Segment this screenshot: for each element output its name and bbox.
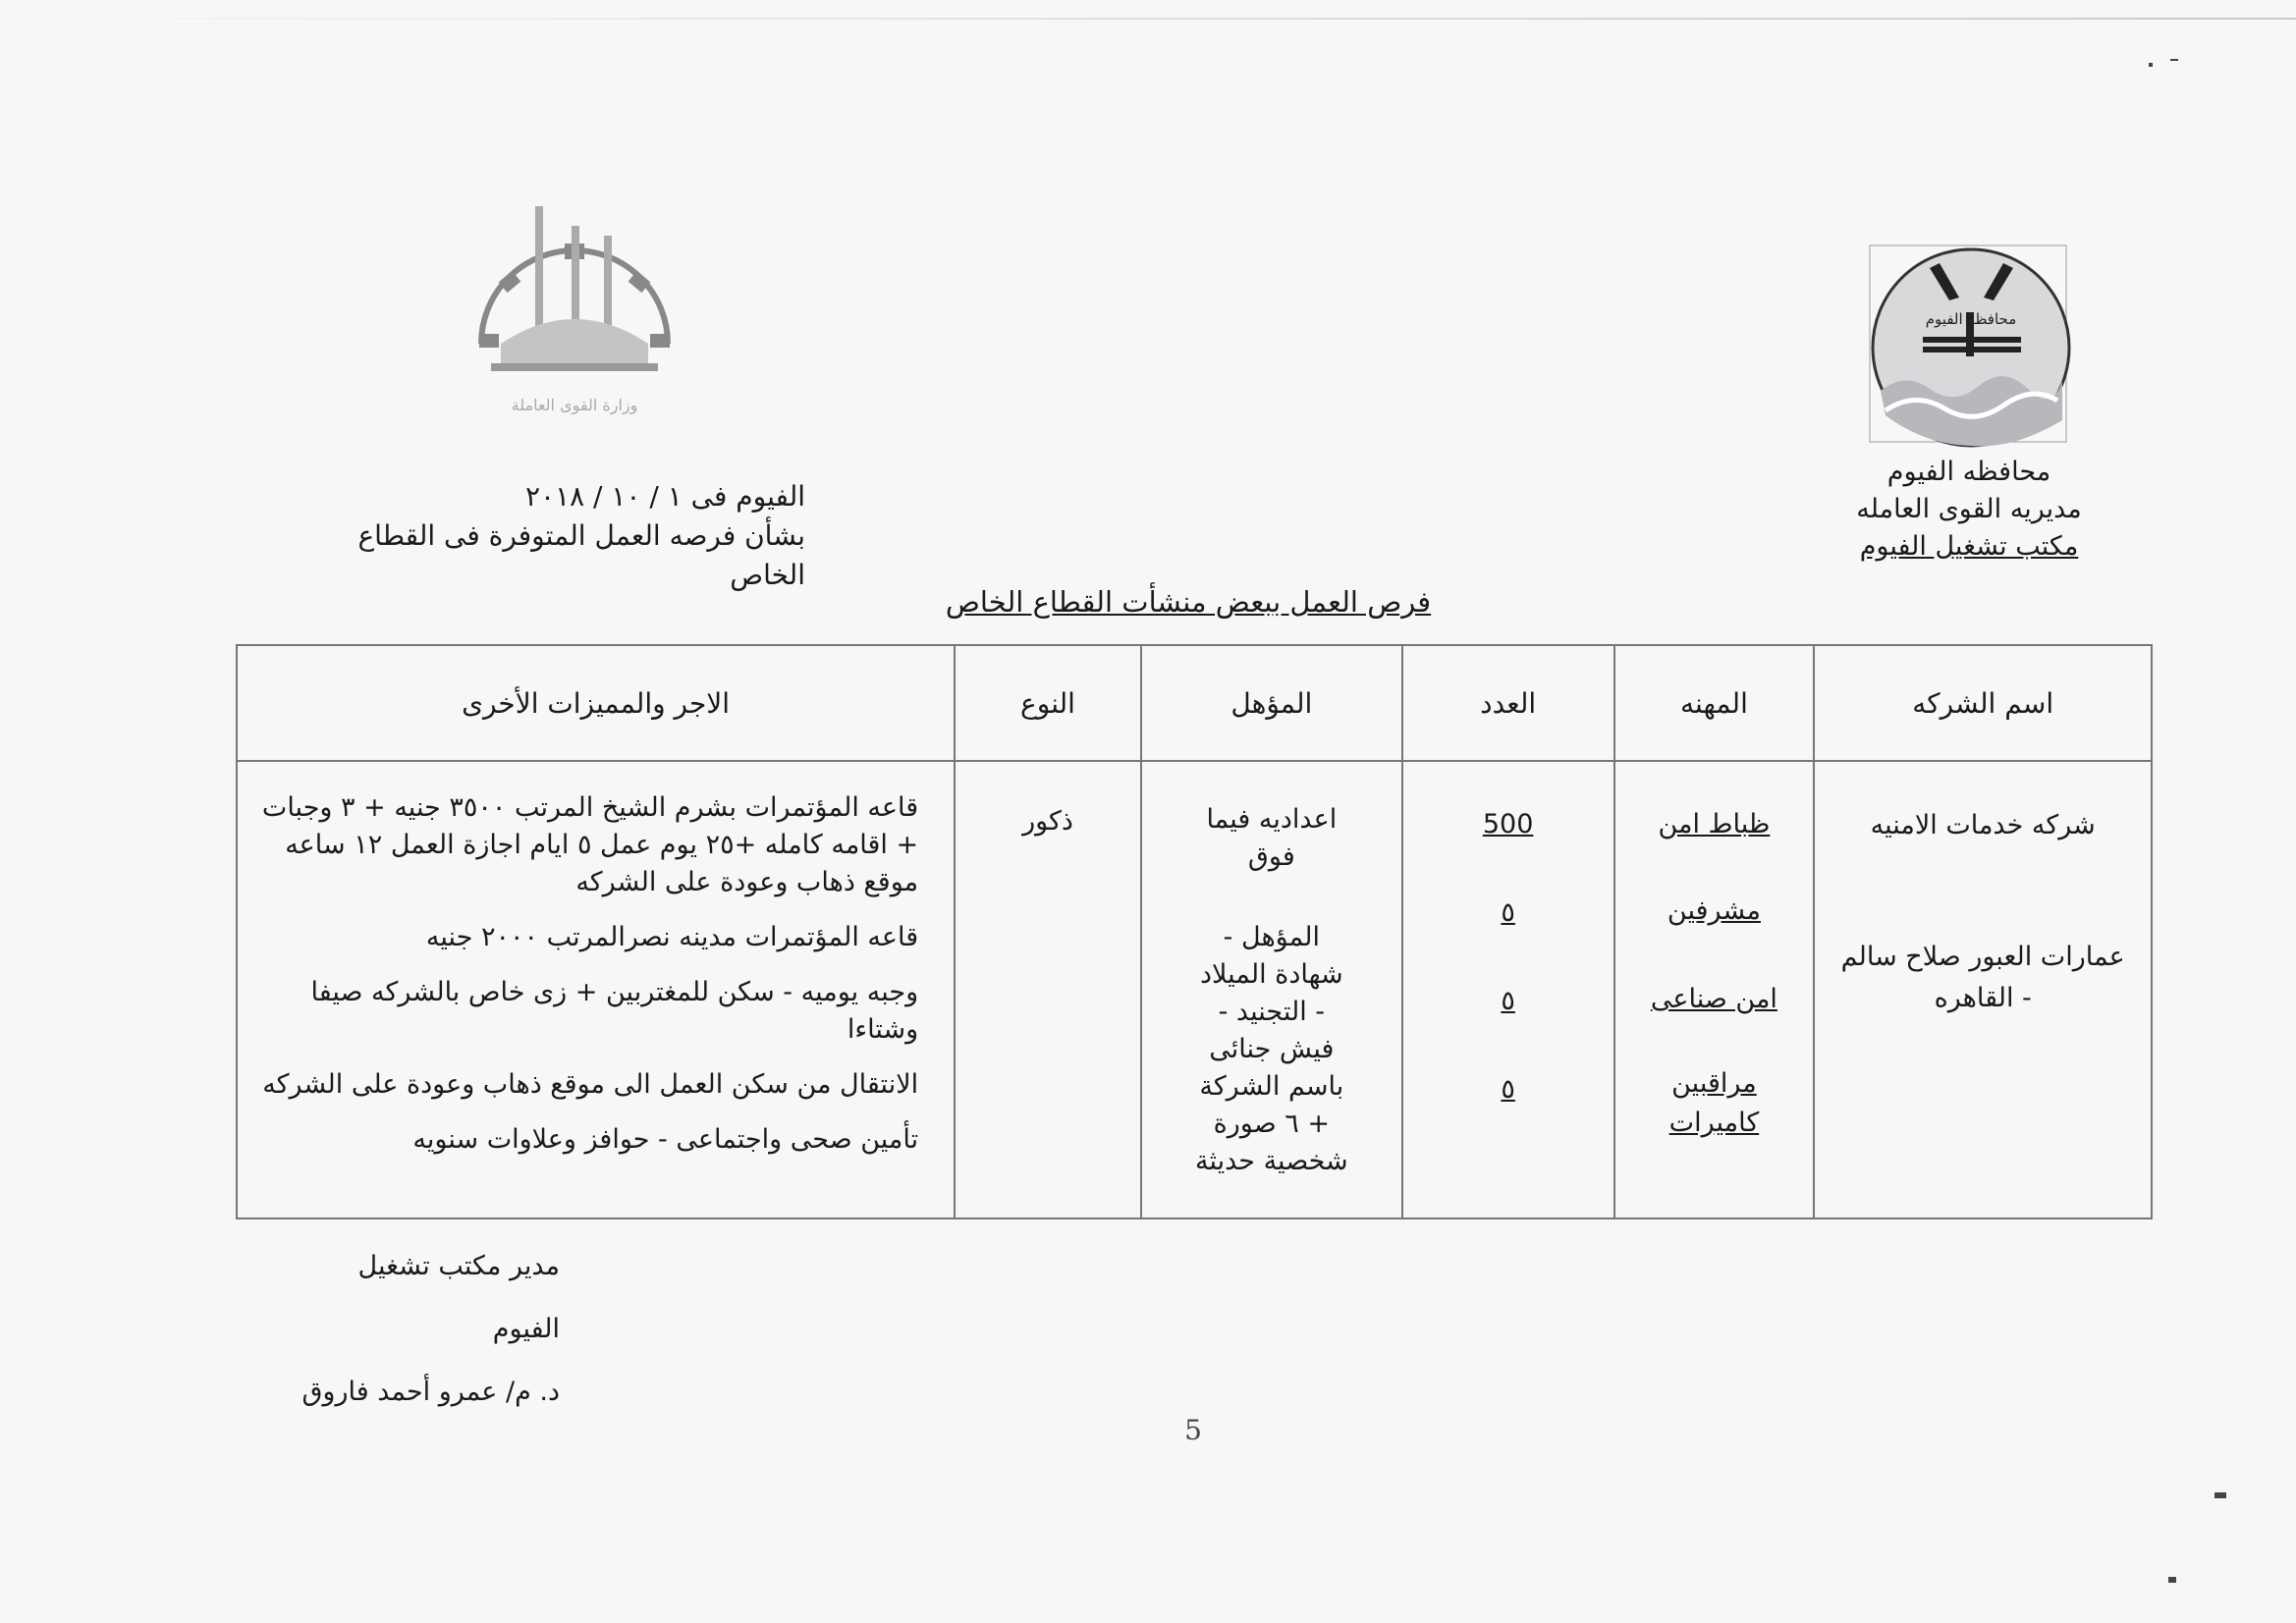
qualification-text: اعداديه فيما فوق (1206, 804, 1338, 872)
count-security-officers: 500 (1482, 809, 1534, 839)
fayoum-governorate-logo (1866, 243, 2072, 450)
scan-speck (2170, 59, 2178, 61)
office-name: مكتب تشغيل الفيوم (1859, 531, 2079, 562)
count-industrial-security: ٥ (1501, 986, 1515, 1016)
job-camera-monitors: مراقبين كاميرات (1668, 1068, 1760, 1138)
gender-cell (955, 761, 1141, 1218)
issuer-block (1827, 454, 2111, 566)
job-industrial-security: امن صناعى (1650, 984, 1777, 1014)
benefit-transport: الانتقال من سكن العمل الى موقع ذهاب وعودة على الشركه (262, 1069, 919, 1100)
gender-text: ذكور (1022, 806, 1073, 837)
subject-line: بشأن فرصه العمل المتوفرة فى القطاع الخاص (357, 519, 805, 591)
header-qualification: المؤهل (1141, 645, 1402, 761)
header-wage-benefits: الاجر والمميزات الأخرى (237, 645, 955, 761)
count-cell (1402, 761, 1614, 1218)
job-supervisors: مشرفين (1667, 895, 1761, 926)
table-row (237, 761, 2152, 1218)
header-profession: المهنه (1614, 645, 1815, 761)
header-count: العدد (1402, 645, 1614, 761)
signatory-name: د. م/ عمرو أحمد فاروق (301, 1377, 560, 1407)
scan-speck (2149, 63, 2153, 67)
benefit-meals-housing: وجبه يوميه - سكن للمغتربين + زى خاص بالشركه صيفا وشتاءا (310, 977, 919, 1045)
qualification-cell (1141, 761, 1402, 1218)
signature-block (295, 1235, 560, 1424)
company-cell (1814, 761, 2152, 1218)
date-subject-block (295, 477, 805, 595)
logo-caption: محافظة الفيوم (1925, 310, 2017, 328)
header-company: اسم الشركه (1814, 645, 2152, 761)
directorate-name: مديريه القوى العامله (1856, 494, 2082, 524)
page-number: 5 (1184, 1414, 1202, 1446)
wage-cell (237, 761, 955, 1218)
company-name: شركه خدمات الامنيه (1870, 810, 2096, 840)
scan-edge-line (0, 18, 2296, 20)
count-camera-monitors: ٥ (1501, 1074, 1515, 1105)
scan-speck (2168, 1577, 2176, 1583)
ministry-of-manpower-logo (462, 196, 687, 422)
job-opportunities-table (236, 644, 2153, 1219)
header-gender: النوع (955, 645, 1141, 761)
table-header-row (237, 645, 2152, 761)
table-title: فرص العمل ببعض منشأت القطاع الخاص (945, 585, 1432, 619)
benefit-insurance: تأمين صحى واجتماعى - حوافز وعلاوات سنويه (412, 1124, 919, 1155)
count-supervisors: ٥ (1501, 897, 1515, 928)
wage-sharm-el-sheikh: قاعه المؤتمرات بشرم الشيخ المرتب ٣٥٠٠ جنيه + ٣ وجبات + اقامه كامله +٢٥ يوم عمل ٥ ايام اجازة العمل ١٢ ساعه موقع ذهاب وعودة على الشركه (261, 792, 919, 897)
company-address: عمارات العبور صلاح سالم - القاهره (1840, 942, 2125, 1013)
job-security-officers: ظباط امن (1658, 809, 1771, 839)
date-line: الفيوم فى ١ / ١٠ / ٢٠١٨ (525, 480, 805, 513)
signatory-title: مدير مكتب تشغيل الفيوم (357, 1251, 560, 1344)
ministry-caption: وزارة القوى العاملة (511, 396, 638, 414)
governorate-name: محافظه الفيوم (1886, 457, 2051, 487)
wage-nasr-city: قاعه المؤتمرات مدينه نصرالمرتب ٢٠٠٠ جنيه (425, 922, 919, 952)
scan-speck (2214, 1492, 2226, 1498)
profession-cell (1614, 761, 1815, 1218)
required-documents: المؤهل - شهادة الميلاد - التجنيد - فيش جنائى باسم الشركة + ٦ صورة شخصية حديثة (1194, 922, 1348, 1176)
